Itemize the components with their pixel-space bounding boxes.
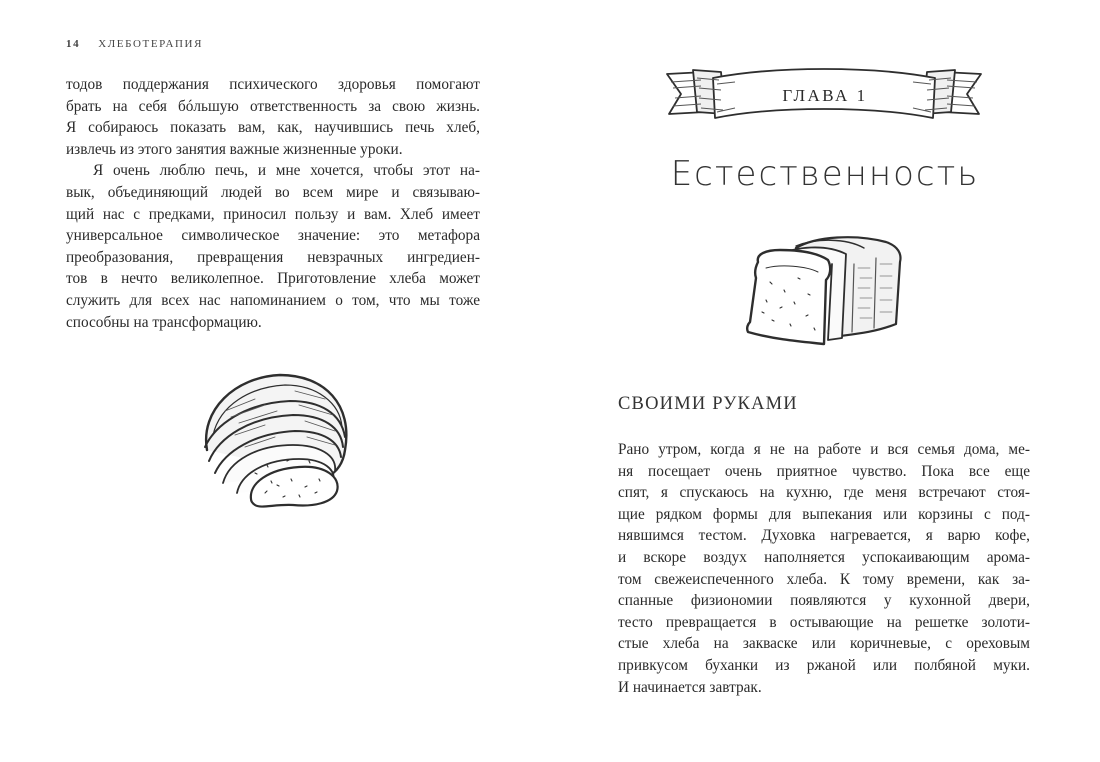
chapter-title: Естественность: [670, 154, 980, 194]
left-body-text: [66, 74, 480, 333]
text-line: том свежеиспеченного хлеба. К тому времени, как за-: [618, 570, 1030, 588]
text-line: ня посещает очень приятное чувство. Пока все еще: [618, 462, 1030, 480]
text-line: извлечь из этого занятия важные жизненные уроки.: [66, 140, 403, 158]
text-line: тодов поддержания психического здоровья помогают: [66, 76, 480, 93]
text-line: нявшимся тестом. Духовка нагревается, я варю кофе,: [618, 527, 1030, 545]
paragraph: [66, 160, 480, 333]
right-body-text: [618, 439, 1030, 698]
text-line: вык, объединяющий людей во всем мире и связываю-: [66, 183, 480, 201]
section-heading: СВОИМИ РУКАМИ: [618, 394, 798, 414]
text-line: брать на себя бóльшую ответственность за свою жизнь.: [66, 97, 480, 115]
text-line: способны на трансформацию.: [66, 313, 262, 331]
sliced-loaf-icon: [736, 228, 906, 348]
page-number: 14: [66, 38, 81, 50]
text-line: тов в нечто великолепное. Приготовление хлеба может: [66, 270, 480, 288]
book-title: ХЛЕБОТЕРАПИЯ: [98, 38, 204, 50]
right-page: [550, 0, 1100, 762]
paragraph: [66, 74, 480, 160]
paragraph: [618, 439, 1030, 698]
text-line: привкусом буханки из ржаной или полбяной муки.: [618, 656, 1030, 674]
text-line: и вскоре воздух наполняется успокаивающим арома-: [618, 548, 1030, 566]
chapter-label: ГЛАВА 1: [782, 86, 868, 105]
text-line: И начинается завтрак.: [618, 678, 762, 696]
text-line: тесто превращается в остывающие на решетке золоти-: [618, 613, 1030, 631]
text-line: служить для всех нас напоминанием о том, что мы тоже: [66, 291, 480, 309]
text-line: щий нас с предками, приносил пользу и вам. Хлеб имеет: [66, 205, 480, 223]
text-line: стые хлеба на закваске или коричневые, с ореховым: [618, 635, 1030, 653]
text-line: Я очень люблю печь, и мне хочется, чтобы этот на-: [93, 162, 480, 180]
round-bread-sliced-icon: [195, 365, 355, 515]
text-line: преобразования, превращения невзрачных ингредиен-: [66, 248, 480, 266]
text-line: Я собираюсь показать вам, как, научившись печь хлеб,: [66, 119, 480, 137]
text-line: спанные физиономии появляются у кухонной двери,: [618, 592, 1030, 610]
text-line: щие рядком формы для выпекания или корзины с под-: [618, 505, 1030, 523]
text-line: Рано утром, когда я не на работе и вся семья дома, ме-: [618, 441, 1030, 458]
running-head: [66, 38, 203, 50]
text-line: спят, я спускаюсь на кухню, где меня встречают стоя-: [618, 484, 1030, 502]
text-line: универсальное символическое значение: это метафора: [66, 227, 480, 245]
